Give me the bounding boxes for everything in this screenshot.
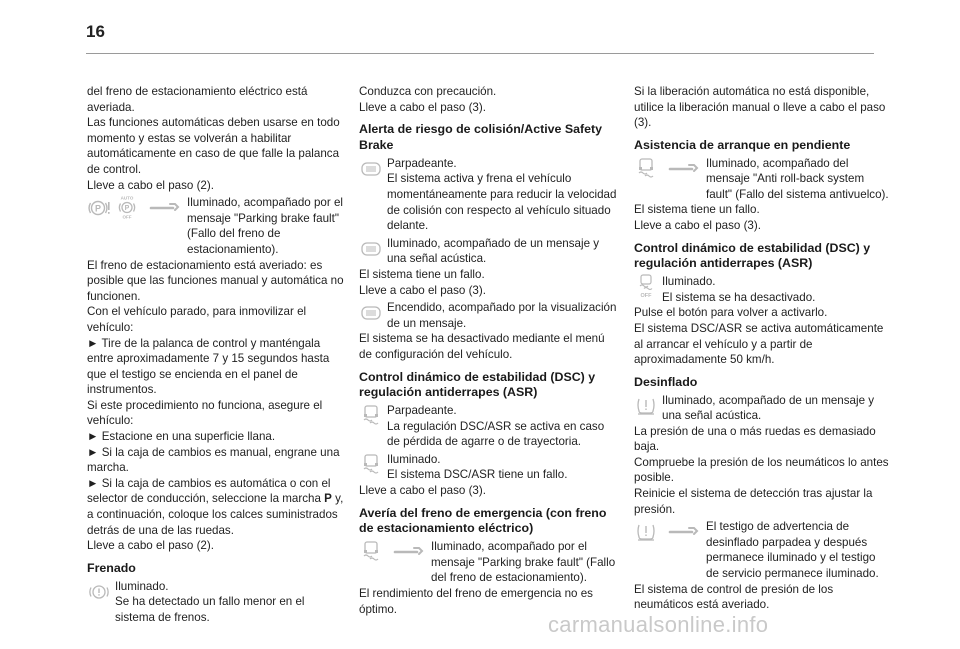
section-heading-deflation: Desinflado xyxy=(634,374,698,389)
indicator-emergency-brake-fault xyxy=(359,539,617,586)
indicator-text: Iluminado, acompañado por el mensaje "Parking brake fault" (Fallo del freno de estacionamiento). xyxy=(187,196,343,256)
paragraph: Lleve a cabo el paso (2). xyxy=(87,539,214,553)
collision-alert-icon xyxy=(359,236,383,260)
paragraph: Pulse el botón para volver a activarlo. xyxy=(634,306,828,320)
header-rule xyxy=(86,53,874,54)
bullet-item: ► Tire de la palanca de control y manténgala entre aproximadamente 7 y 15 segundos hasta que el testigo se encienda en el panel de instrumentos. xyxy=(87,336,330,397)
watermark: carmanualsonline.info xyxy=(548,612,769,637)
section-heading-emergency-brake: Avería del freno de emergencia (con freno de estacionamiento eléctrico) xyxy=(359,505,607,536)
paragraph: Compruebe la presión de los neumáticos lo antes posible. xyxy=(634,455,889,485)
skidding-car-icon xyxy=(359,539,383,563)
indicator-parking-brake-fault xyxy=(87,195,347,257)
indicator-tyre-system-fault xyxy=(634,519,890,581)
paragraph: El freno de estacionamiento está averiado: es posible que las funciones manual y automática no funcionen. xyxy=(87,258,344,303)
svg-text:OFF: OFF xyxy=(122,214,132,220)
bullet-item: ► Si la caja de cambios es manual, engrane una marcha. xyxy=(87,445,340,475)
indicator-dsc-off xyxy=(634,274,890,305)
indicator-text: Parpadeante. La regulación DSC/ASR se activa en caso de pérdida de agarre o de trayectoria. xyxy=(387,404,605,449)
paragraph: Lleve a cabo el paso (3). xyxy=(359,484,486,498)
gear-p-label: P xyxy=(324,492,332,506)
paragraph: Si este procedimiento no funciona, asegure el vehículo: xyxy=(87,398,323,428)
paragraph: Si la liberación automática no está disponible, utilice la liberación manual o lleve a cabo el paso (3). xyxy=(634,85,886,130)
indicator-text: El testigo de advertencia de desinflado parpadea y después permanece iluminado y el testigo de servicio permanece iluminado. xyxy=(706,520,879,581)
skidding-car-icon xyxy=(634,156,658,180)
column-3 xyxy=(634,84,890,613)
paragraph: Lleve a cabo el paso (2). xyxy=(87,178,214,192)
wrench-icon xyxy=(387,539,427,563)
indicator-collision-fault xyxy=(359,236,617,267)
parking-brake-auto-off-icon xyxy=(115,195,139,219)
paragraph: La presión de una o más ruedas es demasiado baja. xyxy=(634,424,876,454)
paragraph: Conduzca con precaución. xyxy=(359,85,497,98)
paragraph: Con el vehículo parado, para inmovilizar el vehículo: xyxy=(87,305,307,334)
paragraph: Las funciones automáticas deben usarse en todo momento y estas se volverán a habilitar automáticamente en caso de que falle la palanca de control. xyxy=(87,116,340,176)
indicator-text: Iluminado, acompañado por el mensaje "Parking brake fault" (Fallo del freno de estacionamiento). xyxy=(431,540,616,585)
indicator-text: Encendido, acompañado por la visualización de un mensaje. xyxy=(387,301,617,330)
dsc-off-icon xyxy=(634,274,658,298)
paragraph: El sistema tiene un fallo. xyxy=(359,267,485,281)
section-heading-dsc-asr: Control dinámico de estabilidad (DSC) y regulación antiderrapes (ASR) xyxy=(634,240,871,271)
svg-text:P: P xyxy=(124,205,130,213)
tyre-pressure-warning-icon xyxy=(634,519,658,543)
section-heading-frenado: Frenado xyxy=(87,560,136,575)
indicator-tyre-low xyxy=(634,393,890,424)
svg-text:AUTO: AUTO xyxy=(120,195,134,201)
wrench-icon xyxy=(143,195,183,219)
paragraph: El sistema DSC/ASR se activa automáticamente al arrancar el vehículo y a partir de aproximadamente 50 km/h. xyxy=(634,321,884,367)
paragraph: El sistema tiene un fallo. xyxy=(634,203,760,217)
svg-text:P: P xyxy=(94,203,102,214)
bullet-item: ► Si la caja de cambios es automática o con el selector de conducción, seleccione la marcha P y, a continuación, coloque los calces suministrados detrás de una de las ruedas. xyxy=(87,476,344,537)
paragraph: El rendimiento del freno de emergencia no es óptimo. xyxy=(359,587,593,616)
indicator-text: Parpadeante. El sistema activa y frena el vehículo momentáneamente para reducir la velocidad de colisión con respecto al vehículo situado delante. xyxy=(387,156,617,233)
indicator-text: Iluminado. Se ha detectado un fallo menor en el sistema de frenos. xyxy=(115,579,305,624)
indicator-text: Iluminado. El sistema se ha desactivado. xyxy=(662,275,816,304)
column-2 xyxy=(359,84,617,617)
indicator-hill-start-fault xyxy=(634,156,890,203)
page-number: 16 xyxy=(86,22,105,41)
paragraph: Lleve a cabo el paso (3). xyxy=(359,283,486,297)
skidding-car-icon xyxy=(359,403,383,427)
indicator-dsc-fault xyxy=(359,452,617,483)
collision-alert-icon xyxy=(359,156,383,180)
indicator-dsc-flashing xyxy=(359,403,617,450)
indicator-braking xyxy=(87,579,347,626)
paragraph: del freno de estacionamiento eléctrico está averiada. xyxy=(87,85,308,114)
indicator-collision-disabled xyxy=(359,300,617,331)
indicator-text: Iluminado. El sistema DSC/ASR tiene un fallo. xyxy=(387,452,568,482)
svg-text:OFF: OFF xyxy=(640,293,652,299)
brake-warning-icon xyxy=(87,579,111,603)
tyre-pressure-warning-icon xyxy=(634,393,658,417)
indicator-text: Iluminado, acompañado del mensaje "Anti roll-back system fault" (Fallo del sistema antivuelco). xyxy=(706,156,889,201)
wrench-icon xyxy=(662,519,702,543)
section-heading-collision-alert: Alerta de riesgo de colisión/Active Safety Brake xyxy=(359,122,603,152)
bullet-item: ► Estacione en una superficie llana. xyxy=(87,430,276,444)
section-heading-hill-start: Asistencia de arranque en pendiente xyxy=(634,137,851,152)
column-1 xyxy=(87,84,347,625)
paragraph: Lleve a cabo el paso (3). xyxy=(634,218,761,232)
indicator-collision-flashing xyxy=(359,156,617,234)
collision-alert-icon xyxy=(359,300,383,324)
paragraph: El sistema se ha desactivado mediante el menú de configuración del vehículo. xyxy=(359,332,605,361)
section-heading-dsc-asr: Control dinámico de estabilidad (DSC) y regulación antiderrapes (ASR) xyxy=(359,369,596,400)
indicator-text: Iluminado, acompañado de un mensaje y una señal acústica. xyxy=(662,393,875,423)
wrench-icon xyxy=(662,156,702,180)
paragraph: Lleve a cabo el paso (3). xyxy=(359,100,486,114)
parking-brake-warning-icon xyxy=(87,195,111,219)
paragraph: Reinicie el sistema de detección tras ajustar la presión. xyxy=(634,487,873,516)
indicator-text: Iluminado, acompañado de un mensaje y una señal acústica. xyxy=(387,236,600,266)
paragraph: El sistema de control de presión de los neumáticos está averiado. xyxy=(634,582,834,612)
skidding-car-icon xyxy=(359,452,383,476)
